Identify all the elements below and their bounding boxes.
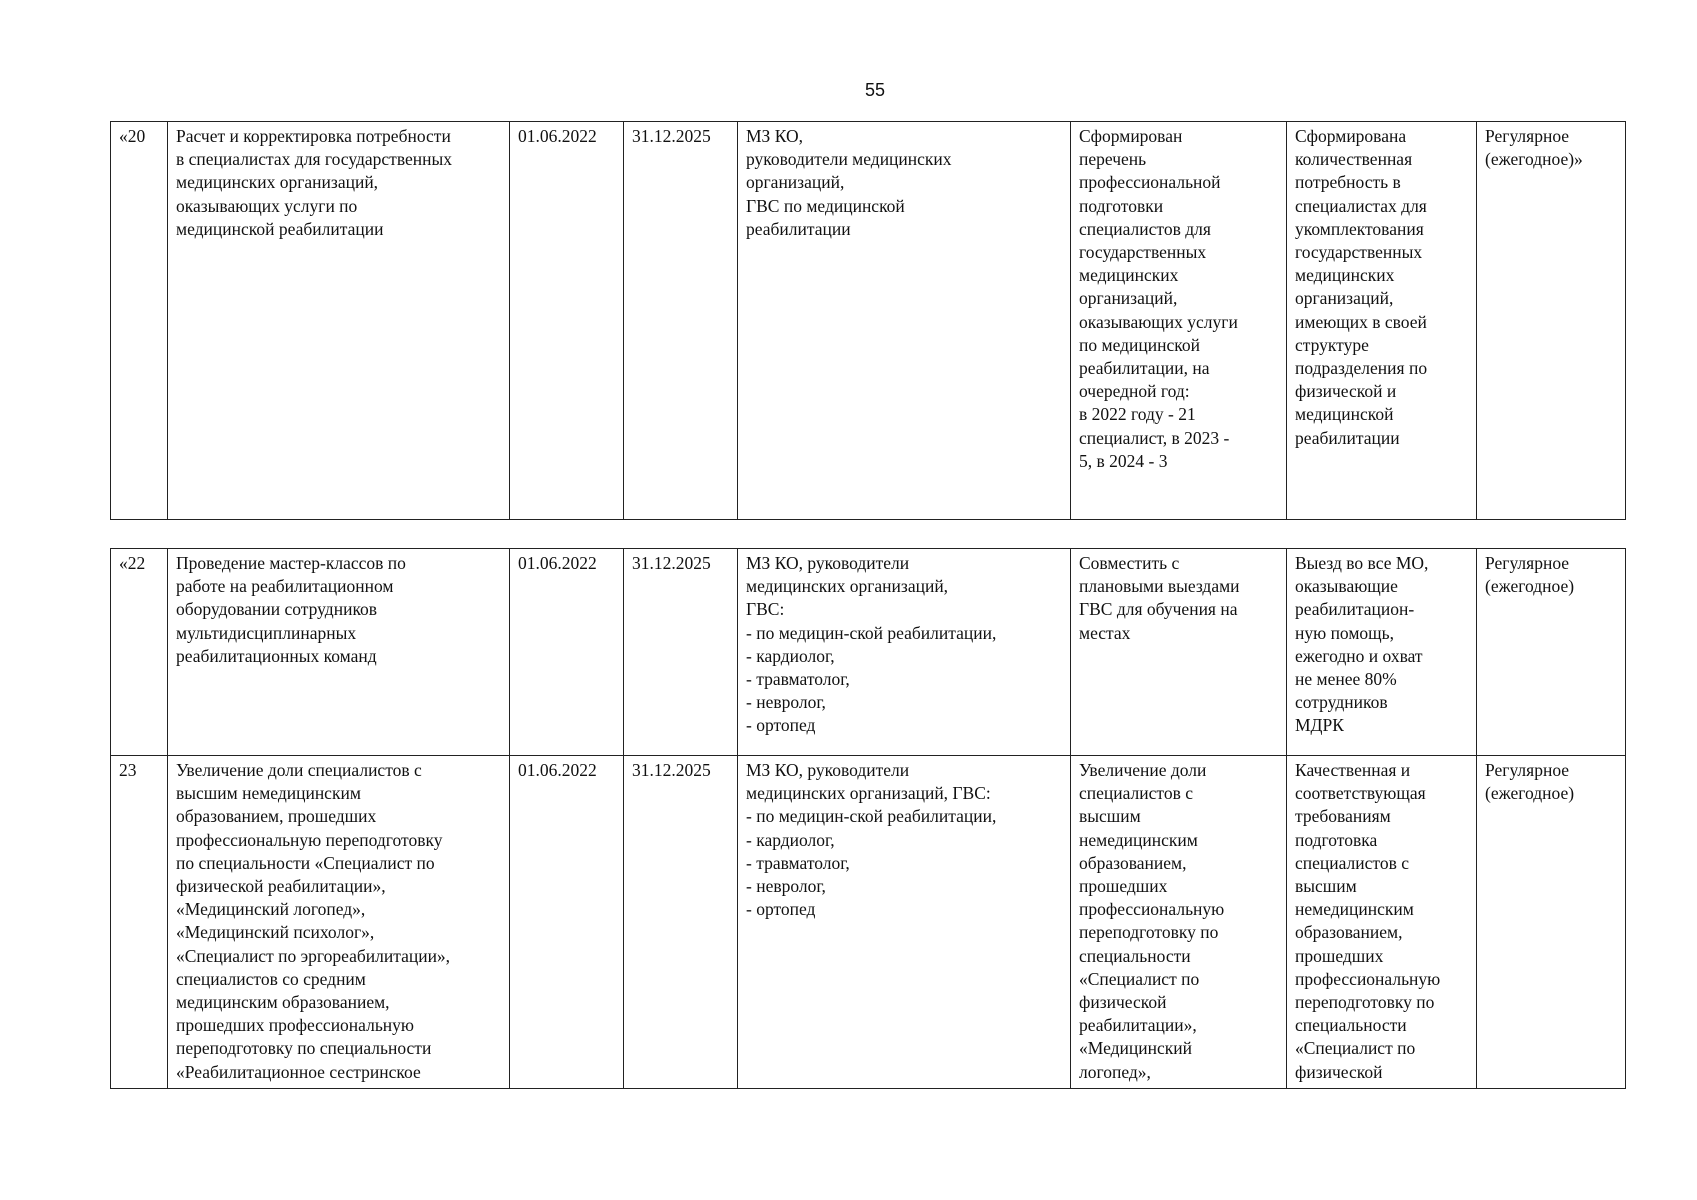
end-date-cell: 31.12.2025 [624, 756, 738, 1089]
table-row [111, 756, 1626, 1089]
measure-type-cell: Регулярное (ежегодное)» [1477, 122, 1626, 520]
end-date-cell: 31.12.2025 [624, 549, 738, 756]
indicator-cell: Качественная и соответствующая требованиям подготовка специалистов с высшим немедицинским образованием, прошедших профессиональную переподготовку по специальности «Специалист по физической [1287, 756, 1477, 1089]
table-row [111, 122, 1626, 520]
measure-type-cell: Регулярное (ежегодное) [1477, 756, 1626, 1089]
measure-name-cell: Увеличение доли специалистов с высшим немедицинским образованием, прошедших профессиональную переподготовку по специальности «Специалист по физической реабилитации», «Медицинский логопед», «Медицинский психолог», «Специалист по эргореабилитации», специалистов со средним медицинским образованием, прошедших профессиональную переподготовку по специальности «Реабилитационное сестринское [168, 756, 510, 1089]
start-date-cell: 01.06.2022 [510, 549, 624, 756]
indicator-cell: Выезд во все МО, оказывающие реабилитацион- ную помощь, ежегодно и охват не менее 80% сотрудников МДРК [1287, 549, 1477, 756]
result-cell: Увеличение доли специалистов с высшим немедицинским образованием, прошедших профессиональную переподготовку по специальности «Специалист по физической реабилитации», «Медицинский логопед», [1071, 756, 1287, 1089]
result-cell: Совместить с плановыми выездами ГВС для обучения на местах [1071, 549, 1287, 756]
measure-type-cell: Регулярное (ежегодное) [1477, 549, 1626, 756]
page-number: 55 [864, 80, 886, 100]
measure-name-cell: Проведение мастер-классов по работе на реабилитационном оборудовании сотрудников мультидисциплинарных реабилитационных команд [168, 549, 510, 756]
start-date-cell: 01.06.2022 [510, 122, 624, 520]
start-date-cell: 01.06.2022 [510, 756, 624, 1089]
responsible-cell: МЗ КО, руководители медицинских организаций, ГВС по медицинской реабилитации [738, 122, 1071, 520]
measure-name-cell: Расчет и корректировка потребности в специалистах для государственных медицинских организаций, оказывающих услуги по медицинской реабилитации [168, 122, 510, 520]
responsible-cell: МЗ КО, руководители медицинских организаций, ГВС: - по медицин-ской реабилитации, - кардиолог, - травматолог, - невролог, - ортопед [738, 549, 1071, 756]
measures-table-1 [110, 121, 1626, 520]
result-cell: Сформирован перечень профессиональной подготовки специалистов для государственных медицинских организаций, оказывающих услуги по медицинской реабилитации, на очередной год: в 2022 году - 21 специалист, в 2023 - 5, в 2024 - 3 [1071, 122, 1287, 520]
row-number-cell: «20 [111, 122, 168, 520]
row-number-cell: 23 [111, 756, 168, 1089]
measures-table-2 [110, 548, 1626, 1089]
end-date-cell: 31.12.2025 [624, 122, 738, 520]
row-number-cell: «22 [111, 549, 168, 756]
responsible-cell: МЗ КО, руководители медицинских организаций, ГВС: - по медицин-ской реабилитации, - кардиолог, - травматолог, - невролог, - ортопед [738, 756, 1071, 1089]
indicator-cell: Сформирована количественная потребность в специалистах для укомплектования государственных медицинских организаций, имеющих в своей структуре подразделения по физической и медицинской реабилитации [1287, 122, 1477, 520]
table-row [111, 549, 1626, 756]
